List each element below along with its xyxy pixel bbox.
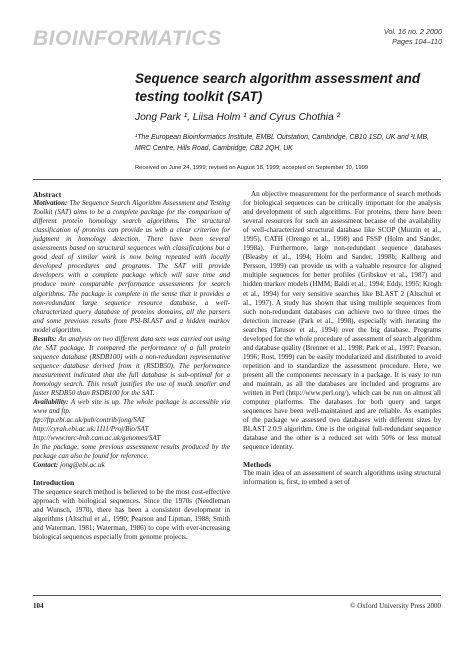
left-column — [33, 190, 230, 542]
abstract-contact — [33, 461, 230, 470]
abstract-availability — [33, 398, 230, 416]
contact-email[interactable]: jong@ebi.ac.uk — [60, 461, 105, 470]
journal-name: BIOINFORMATICS — [33, 27, 222, 50]
section-gap — [243, 452, 441, 460]
pages-line: Pages 104–110 — [392, 37, 442, 46]
mrc-link[interactable]: http://www.mrc-lmb.cam.ac.uk/genomes/SAT — [33, 434, 161, 443]
header-rule — [33, 179, 441, 180]
introduction-heading: Introduction — [33, 478, 75, 488]
contact-label: Contact: — [33, 461, 59, 470]
article-affiliation: ¹The European Bioinformatics Institute, EMBL Outstation, Cambridge, CB10 1SD, UK and ²LMB, MRC Centre, Hills Road, Cambridge, CB2 2QH, UK — [135, 134, 430, 152]
availability-label: Availability: — [33, 398, 69, 407]
right-column — [243, 190, 441, 488]
abstract-motivation — [33, 199, 230, 335]
article-authors: Jong Park ¹, Liisa Holm ¹ and Cyrus Chothia ² — [135, 112, 340, 123]
methods-heading: Methods — [243, 460, 272, 470]
abstract-heading: Abstract — [33, 190, 62, 199]
intro-paragraph-2: An objective measurement for the performance of search methods for biological sequences can be critically important for the analysis and development of such algorithms. For proteins, there have been several resources for such an assessment because of the availability of well-characterized structural database like SCOP (Murzin et al., 1995), CATH (Orengo et al., 1998) and FSSP (Holm and Sander, 1998a). Furthermore, large non-redundant sequence databases (Bleasby et al., 1994; Holm and Sander, 1998b; Kallberg and Persson, 1999) can provide us with a valuable resource for aligned multiple sequences for better profiles (Gribskov et al., 1987) and hidden markov models (HMM; Baldi et al., 1994; Eddy, 1995; Krogh et al., 1994) for very sensitive searches like BLAST 2 (Altschul et al., 1997). A study has shown that using multiple sequences from such non-redundant databases can achieve two to three times the detection increase (Park et al., 1998), especially with iterating the searches (Tatusov et al., 1994) over the big database. Programs developed for the whole procedure of assessment of search algorithm and database quality (Brenner et al., 1998; Park et al., 1997; Pearson, 1996; Rost, 1999) can be easily modularized and distributed to avoid repetition and to standardize the assessment procedure. Here, we present all the components necessary in a package. It is easy to run and maintain, as all the databases are included and programs are written in Perl (http://www.perl.org/), which can be run on almost all computer platforms. The databases for both query and target sequences have been well-maintained and are reliable. As examples of the package we assessed two databases with different sizes by BLAST 2.0.9 algorithm. One is the original full-redundant sequence database and the other is a reduced set with 50% or less mutual sequence identity. — [243, 190, 441, 452]
page-number: 104 — [33, 602, 44, 610]
footer-rule — [33, 595, 441, 596]
motivation-label: Motivation: — [33, 199, 68, 208]
section-gap — [33, 470, 230, 478]
availability-text: A web site is up. The whole package is accessible via www and ftp. — [33, 398, 230, 416]
ftp-link[interactable]: ftp://ftp.ebi.ac.uk/pub/contrib/jong/SAT — [33, 416, 145, 425]
copyright-notice: © Oxford University Press 2000 — [350, 602, 441, 610]
volume-info — [384, 27, 442, 47]
received-dates: Received on June 24, 1999; revised on August 18, 1999; accepted on September 10, 1999 — [135, 165, 369, 171]
intro-paragraph-1: The sequence search method is believed to be the most cost-effective approach with biological sequences. Since the 1970s (Needleman and Wunsch, 1970), there has been a consistent development in algorithms (Altschul et al., 1990; Pearson and Lipman, 1988; Smith and Waterman, 1981; Waterman, 1986) to cope with ever-increasing biological sequences especially from genome projects. — [33, 487, 230, 541]
results-label: Results: — [33, 334, 57, 343]
motivation-text: The Sequence Search Algorithm Assessment and Testing Toolkit (SAT) aims to be a complete package for the comparison of different protein homology search algorithms. The structural classification of proteins can provide us with a clear criterion for judgment in homology detection. There have been several assessments based on structural sequences with classifications but a good deal of similar work is now being repeated with locally developed procedures and programs. The SAT will provide developers with a complete package which will save time and produce more comparable performance assessments for search algorithms. The package is complete in the sense that it provides a non-redundant large sequence resource database, a well-characterized query database of proteins domains, all the parsers and some previous results from PSI-BLAST and a hidden markov model algorithm. — [33, 199, 231, 334]
volume-line: Vol. 16 no. 2 2000 — [383, 27, 442, 36]
ebi-link[interactable]: http://cyrah.ebi.ac.uk:1111/Proj/Bio/SAT — [33, 425, 149, 434]
article-title: Sequence search algorithm assessment and testing toolkit (SAT) — [135, 71, 421, 104]
methods-paragraph-1: The main idea of an assessment of search algorithms using structural information is, first, to embed a set of — [243, 469, 441, 487]
abstract-results — [33, 335, 230, 398]
package-note: In the package, some previous assessment results produced by the package can also be found for reference. — [33, 443, 230, 461]
results-text: An analysis on two different data sets was carried out using the SAT package. It compared the performance of a full protein sequence database (RSDB100) with a non-redundant representative sequence database derived from it (RSDB50). The performance measurement indicated that the full database is sub-optimal for a homology search. This result justifies the use of much smaller and faster RSDB50 than RSDB100 for the SAT. — [33, 334, 230, 398]
